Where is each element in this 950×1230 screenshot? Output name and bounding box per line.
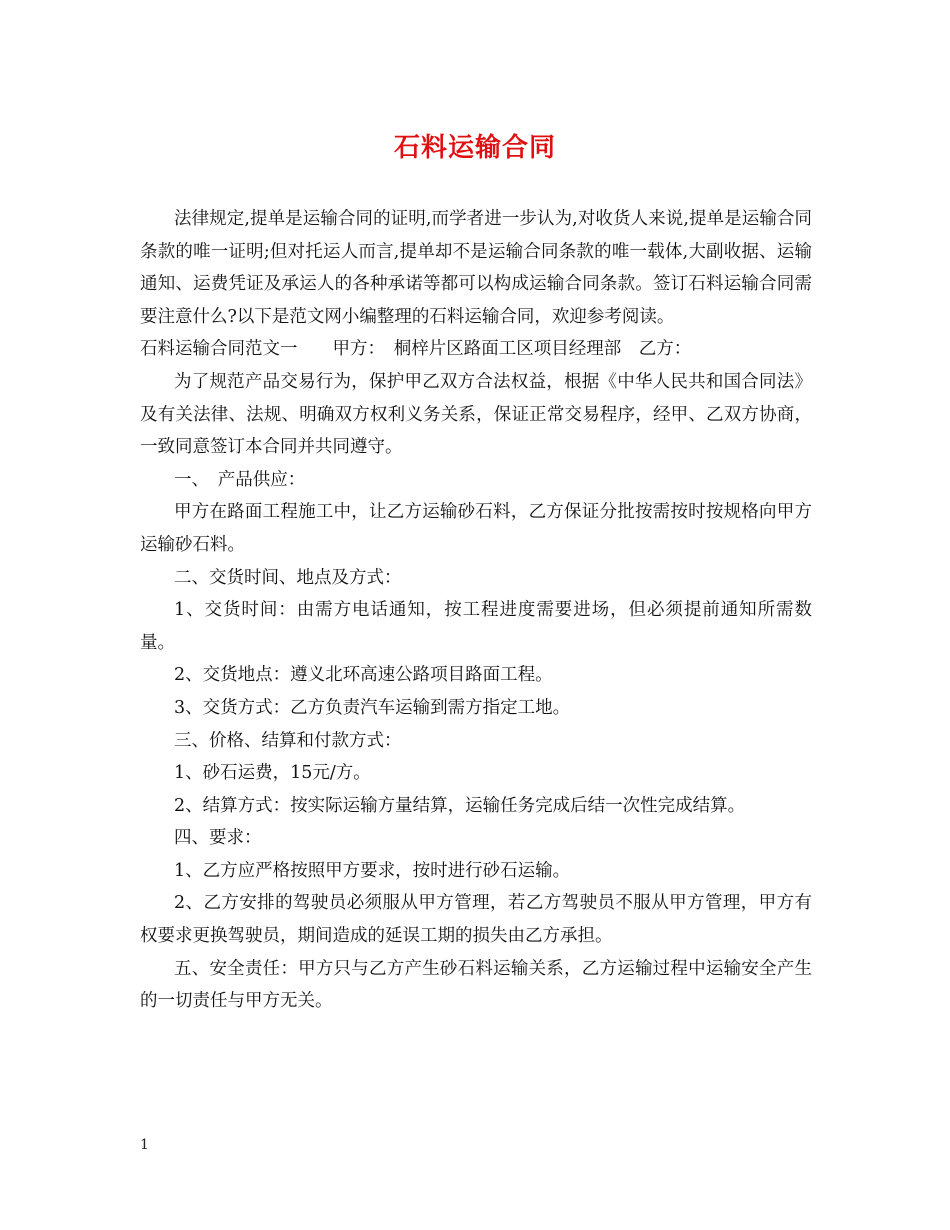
paragraph-supply: 甲方在路面工程施工中，让乙方运输砂石料，乙方保证分批按需按时按规格向甲方运输砂石料。 <box>140 502 812 555</box>
section-heading-requirements: 四、要求： <box>174 828 262 849</box>
clause-delivery-method: 3、交货方式：乙方负责汽车运输到需方指定工地。 <box>174 697 571 718</box>
paragraph-intro: 法律规定,提单是运输合同的证明,而学者进一步认为,对收货人来说,提单是运输合同条款的唯一证明;但对托运人而言,提单却不是运输合同条款的唯一载体,大副收据、运输通知、运费凭证及承运人的各种承诺等都可以构成运输合同条款。签订石料运输合同需要注意什么?以下是范文网小编整理的石料运输合同，欢迎参考阅读。 <box>140 209 812 327</box>
section-heading-delivery: 二、交货时间、地点及方式： <box>174 567 402 588</box>
section-heading-supply: 一、 产品供应： <box>174 469 306 490</box>
section-heading-price: 三、价格、结算和付款方式： <box>174 730 402 751</box>
clause-requirement-1: 1、乙方应严格按照甲方要求，按时进行砂石运输。 <box>174 860 571 881</box>
page-number: 1 <box>140 1137 149 1153</box>
clause-requirement-2: 2、乙方安排的驾驶员必须服从甲方管理，若乙方驾驶员不服从甲方管理，甲方有权要求更换驾驶员，期间造成的延误工期的损失由乙方承担。 <box>140 893 812 947</box>
clause-price: 1、砂石运费，15元/方。 <box>174 763 371 784</box>
document-body <box>140 203 812 1018</box>
clause-delivery-place: 2、交货地点：遵义北环高速公路项目路面工程。 <box>174 665 553 686</box>
paragraph-preamble: 为了规范产品交易行为，保护甲乙双方合法权益，根据《中华人民共和国合同法》及有关法律、法规、明确双方权利义务关系，保证正常交易程序，经甲、乙双方协商，一致同意签订本合同并共同遵守。 <box>140 371 812 458</box>
clause-delivery-time: 1、交货时间：由需方电话通知，按工程进度需要进场，但必须提前通知所需数量。 <box>140 600 812 653</box>
clause-settlement: 2、结算方式：按实际运输方量结算，运输任务完成后结一次性完成结算。 <box>174 795 746 816</box>
paragraph-parties: 石料运输合同范文一 甲方： 桐梓片区路面工区项目经理部 乙方： <box>140 339 692 360</box>
section-safety: 五、安全责任：甲方只与乙方产生砂石料运输关系，乙方运输过程中运输安全产生的一切责任与甲方无关。 <box>140 958 812 1012</box>
document-title: 石料运输合同 <box>393 133 556 163</box>
